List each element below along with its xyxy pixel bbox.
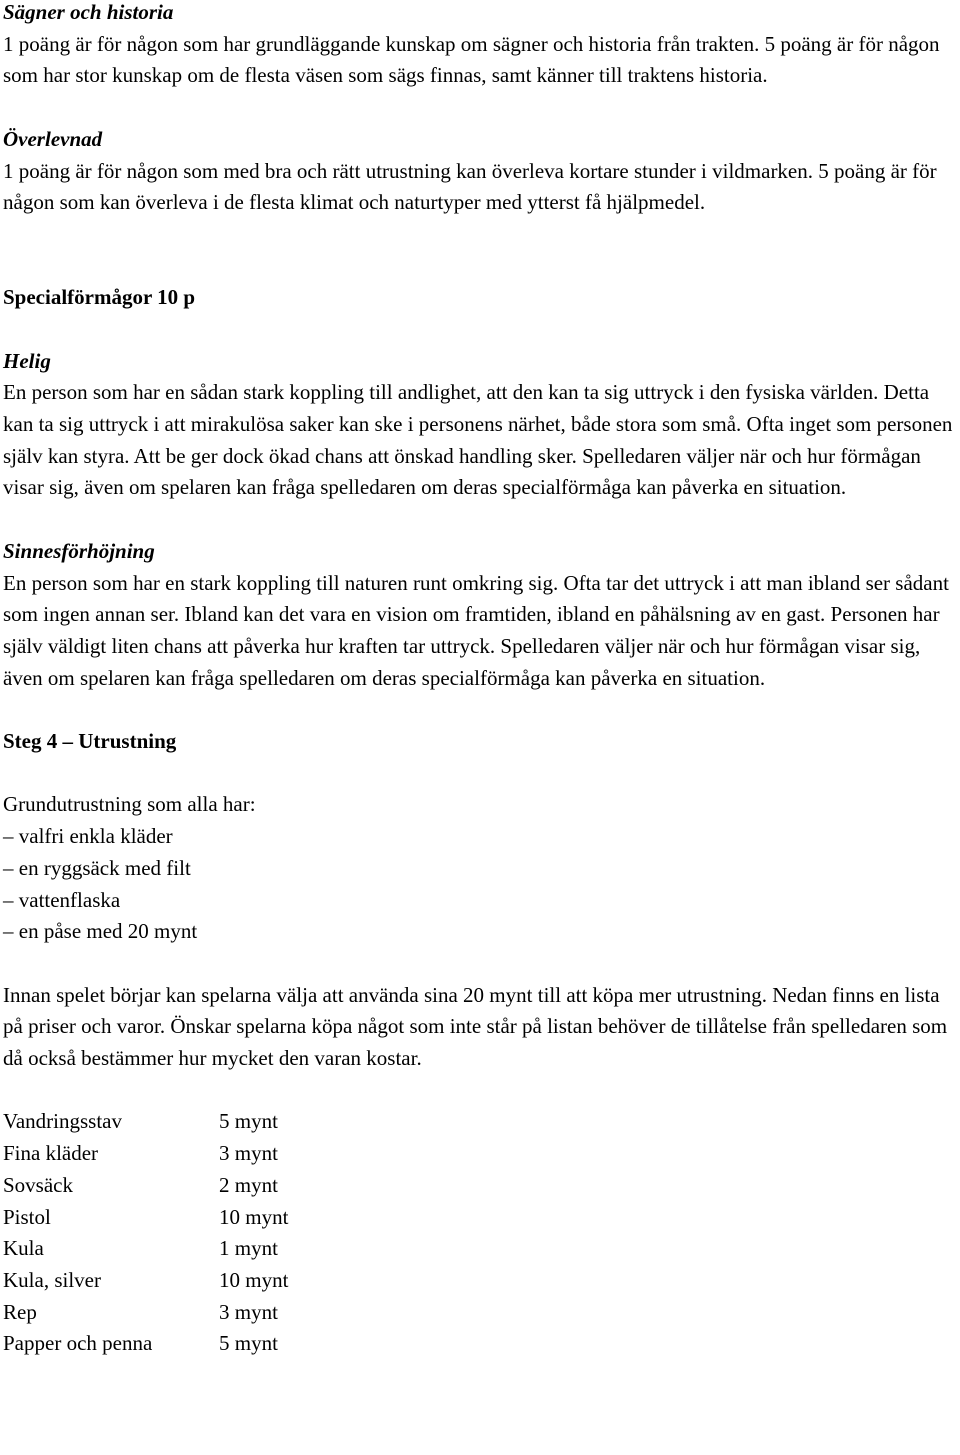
spacer [3, 314, 953, 346]
list-item: – valfri enkla kläder [3, 824, 173, 849]
spacer [3, 1075, 953, 1107]
table-row [3, 1138, 288, 1170]
table-row [3, 1328, 288, 1360]
spacer [3, 219, 953, 251]
price-item: Fina kläder [3, 1141, 99, 1166]
table-row [3, 1297, 288, 1329]
table-row [3, 1170, 288, 1202]
heading-sagner: Sägner och historia [3, 0, 174, 24]
heading-helig: Helig [3, 348, 51, 373]
heading-steg4: Steg 4 – Utrustning [3, 729, 177, 754]
grundutrustning-intro: Grundutrustning som alla har: [3, 792, 256, 817]
spacer [3, 251, 953, 283]
price-item: Kula [3, 1236, 44, 1261]
price-item: Sovsäck [3, 1172, 73, 1197]
heading-specialformagor: Specialförmågor 10 p [3, 285, 196, 310]
price-item: Vandringsstav [3, 1109, 122, 1134]
price-value: 10 mynt [219, 1204, 289, 1229]
paragraph-sinnesforhojning: En person som har en stark koppling till naturen runt omkring sig. Ofta tar det uttryck i att man ibland ser sådant som ingen annan ser. Ibland kan det vara en vision om framtiden, ibland en påhälsning av en gast. Personen har själv väldigt liten chans att påverka hur kraften tar uttryck. Spelledaren väljer när och hur förmågan visar sig, även om spelaren kan fråga spelledaren om deras specialförmåga kan påverka en situation. [3, 570, 949, 690]
list-item: – en ryggsäck med filt [3, 855, 191, 880]
price-value: 5 mynt [219, 1109, 278, 1134]
spacer [3, 504, 953, 536]
spacer [3, 92, 953, 124]
price-value: 5 mynt [219, 1331, 278, 1356]
price-item: Rep [3, 1299, 37, 1324]
paragraph-sagner: 1 poäng är för någon som har grundläggande kunskap om sägner och historia från trakten. 5 poäng är för någon som har stor kunskap om de flesta väsen som sägs finnas, samt känner till traktens historia. [3, 31, 940, 88]
table-row [3, 1265, 288, 1297]
price-item: Pistol [3, 1204, 51, 1229]
spacer [3, 948, 953, 980]
price-item: Papper och penna [3, 1331, 153, 1356]
paragraph-innan: Innan spelet börjar kan spelarna välja att använda sina 20 mynt till att köpa mer utrustning. Nedan finns en lista på priser och varor. Önskar spelarna köpa något som inte står på listan behöver de tillåtelse från spelledaren som då också bestämmer hur mycket den varan kostar. [3, 982, 948, 1071]
table-row [3, 1233, 288, 1265]
list-item: – vattenflaska [3, 887, 121, 912]
price-value: 3 mynt [219, 1299, 278, 1324]
list-item: – en påse med 20 mynt [3, 919, 198, 944]
heading-sinnesforhojning: Sinnesförhöjning [3, 538, 155, 563]
table-row [3, 1202, 288, 1234]
paragraph-overlevnad: 1 poäng är för någon som med bra och rätt utrustning kan överleva kortare stunder i vildmarken. 5 poäng är för någon som kan överleva i de flesta klimat och naturtyper med ytterst få hjälpmedel. [3, 158, 937, 215]
spacer [3, 758, 953, 790]
paragraph-helig: En person som har en sådan stark koppling till andlighet, att den kan ta sig uttryck i den fysiska världen. Detta kan ta sig uttryck i att mirakulösa saker kan ske i personens närhet, både stora som små. Ofta inget som personen själv kan styra. Att be ger dock ökad chans att önskad handling sker. Spelledaren väljer när och hur förmågan visar sig, även om spelaren kan fråga spelledaren om deras specialförmåga kan påverka en situation. [3, 380, 953, 500]
price-value: 2 mynt [219, 1172, 278, 1197]
price-value: 1 mynt [219, 1236, 278, 1261]
heading-overlevnad: Överlevnad [3, 126, 103, 151]
table-row [3, 1106, 288, 1138]
price-table [3, 1106, 288, 1360]
price-value: 3 mynt [219, 1141, 278, 1166]
price-value: 10 mynt [219, 1267, 289, 1292]
spacer [3, 694, 953, 726]
price-item: Kula, silver [3, 1267, 101, 1292]
